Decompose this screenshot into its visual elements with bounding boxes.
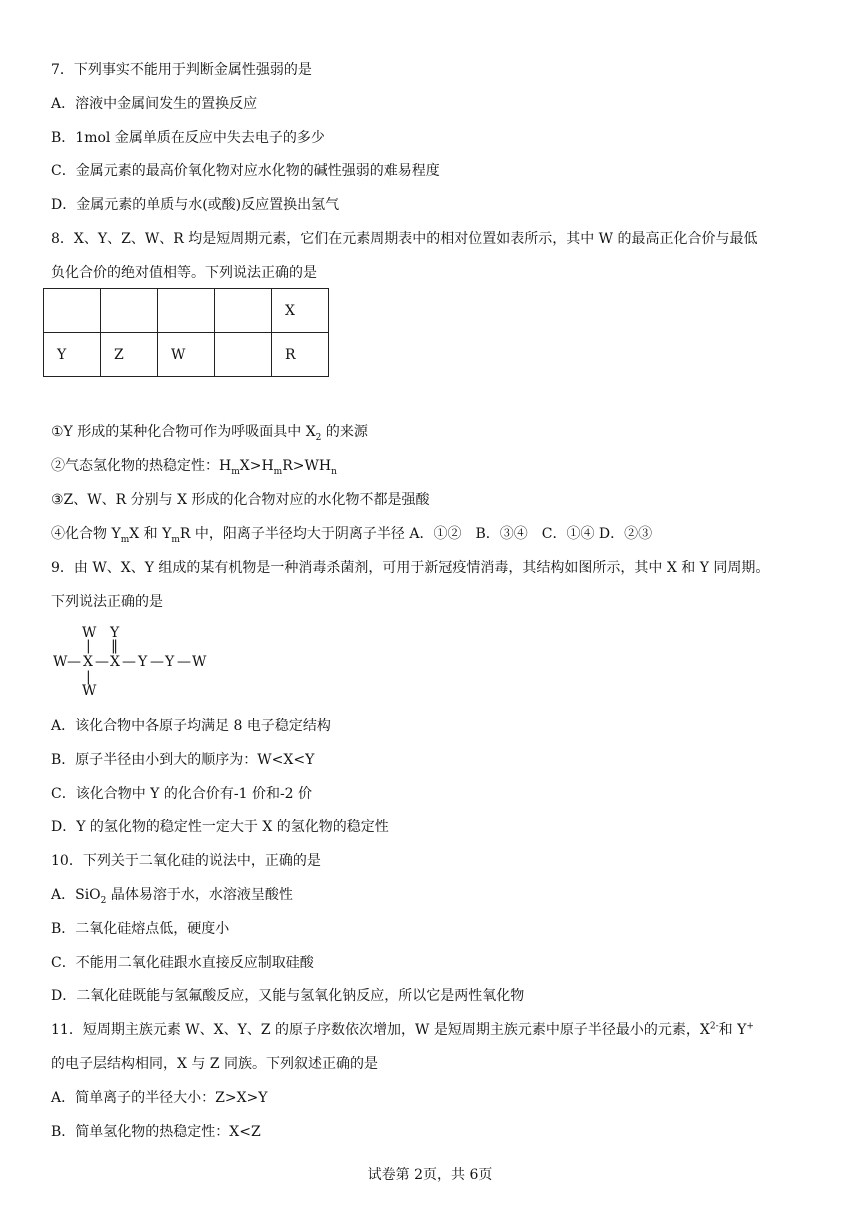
q9-option-c: C．该化合物中 Y 的化合价有-1 价和-2 价: [51, 786, 313, 802]
atom-y: Y: [110, 625, 120, 641]
table-row: [44, 289, 329, 333]
q7-stem: 7．下列事实不能用于判断金属性强弱的是: [51, 62, 312, 78]
bond-single: —: [67, 654, 81, 670]
table-cell: [215, 289, 272, 333]
table-cell: W: [158, 333, 215, 377]
q8-statement-1: ①Y 形成的某种化合物可作为呼吸面具中 $X_2$ 的来源: [51, 424, 368, 443]
q11-option-b: B．简单氢化物的热稳定性：X<Z: [51, 1124, 261, 1140]
bond-single: —: [95, 654, 109, 670]
q9-option-b: B．原子半径由小到大的顺序为：W<X<Y: [51, 752, 315, 768]
q11-option-a: A．简单离子的半径大小：Z>X>Y: [51, 1090, 268, 1106]
table-cell: Y: [44, 333, 101, 377]
atom-y: Y: [138, 654, 148, 670]
q9-stem-line1: 9．由 W、X、Y 组成的某有机物是一种消毒杀菌剂，可用于新冠疫情消毒，其结构如图所示，其中 X 和 Y 同周期。: [51, 560, 770, 576]
bond-double: ‖: [111, 638, 118, 654]
q8-stem-line1: 8．X、Y、Z、W、R 均是短周期元素，它们在元素周期表中的相对位置如表所示，其中 W 的最高正化合价与最低: [51, 231, 758, 247]
table-cell: [44, 289, 101, 333]
bond-single: —: [177, 654, 191, 670]
atom-x: X: [110, 654, 120, 670]
table-row: [44, 333, 329, 377]
q10-option-a: A．SiO$_2$ 晶体易溶于水，水溶液呈酸性: [51, 887, 293, 906]
q11-stem-line1: 11．短周期主族元素 W、X、Y、Z 的原子序数依次增加，W 是短周期主族元素中原子半径最小的元素，$X^{2-}$和 Y+: [51, 1021, 754, 1038]
q7-option-b: B．1mol 金属单质在反应中失去电子的多少: [51, 130, 325, 146]
table-cell: [215, 333, 272, 377]
q8-stem-line2: 负化合价的绝对值相等。下列说法正确的是: [51, 265, 317, 281]
q9-option-d: D．Y 的氢化物的稳定性一定大于 X 的氢化物的稳定性: [51, 819, 389, 835]
atom-y: Y: [165, 654, 175, 670]
atom-w: W: [192, 654, 207, 670]
q10-stem: 10．下列关于二氧化硅的说法中，正确的是: [51, 853, 321, 869]
q7-option-d: D．金属元素的单质与水(或酸)反应置换出氢气: [51, 197, 340, 213]
table-cell: Z: [101, 333, 158, 377]
atom-w: W: [53, 654, 68, 670]
q9-stem-line2: 下列说法正确的是: [51, 594, 163, 610]
page-footer: 试卷第 2页，共 6页: [367, 1167, 493, 1183]
periodic-table: [43, 288, 329, 377]
q8-statement-4: ④化合物 $Y_mX$ 和 $Y_mR$ 中，阳离子半径均大于阴离子半径 A．①② B．③④ C．①④ D．②③: [51, 526, 653, 545]
q9-option-a: A．该化合物中各原子均满足 8 电子稳定结构: [51, 718, 331, 734]
table-cell: [158, 289, 215, 333]
q10-option-c: C．不能用二氧化硅跟水直接反应制取硅酸: [51, 955, 314, 971]
atom-w: W: [82, 625, 97, 641]
q8-statement-2: ②气态氢化物的热稳定性：$H_mX>H_mR>WH_n$: [51, 458, 337, 477]
atom-w: W: [82, 683, 97, 699]
q8-statement-3: ③Z、W、R 分别与 X 形成的化合物对应的水化物不都是强酸: [51, 492, 430, 508]
table-cell: [101, 289, 158, 333]
q7-option-a: A．溶液中金属间发生的置换反应: [51, 96, 258, 112]
bond-single: —: [122, 654, 136, 670]
q7-option-c: C．金属元素的最高价氧化物对应水化物的碱性强弱的难易程度: [51, 163, 440, 179]
q11-stem-line2: 的电子层结构相同，X 与 Z 同族。下列叙述正确的是: [51, 1056, 379, 1072]
table-cell: R: [272, 333, 329, 377]
table-cell: X: [272, 289, 329, 333]
atom-x: X: [83, 654, 93, 670]
bond-single: —: [150, 654, 164, 670]
bond-single: |: [86, 638, 91, 654]
structural-formula: [53, 625, 223, 700]
q10-option-d: D．二氧化硅既能与氢氟酸反应，又能与氢氧化钠反应，所以它是两性氧化物: [51, 988, 525, 1004]
q10-option-b: B．二氧化硅熔点低，硬度小: [51, 921, 230, 937]
bond-single: |: [86, 669, 91, 685]
